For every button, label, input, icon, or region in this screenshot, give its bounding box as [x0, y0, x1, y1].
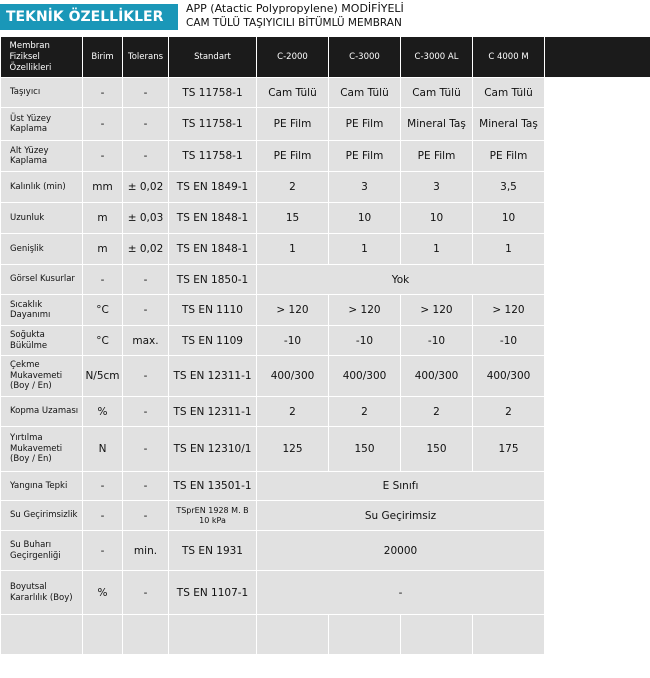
standard-cell: TSprEN 1928 M. B 10 kPa: [169, 501, 257, 531]
tolerance-cell: -: [123, 265, 169, 295]
value-cell: 1: [401, 234, 473, 265]
tolerance-cell: -: [123, 472, 169, 501]
property-cell: Yırtılma Mukavemeti (Boy / En): [1, 427, 83, 472]
property-cell: Su Buharı Geçirgenliği: [1, 531, 83, 571]
property-cell: Taşıyıcı: [1, 78, 83, 108]
value-cell: 3: [329, 172, 401, 203]
value-cell: Cam Tülü: [329, 78, 401, 108]
value-cell: Mineral Taş: [401, 108, 473, 141]
value-cell: 175: [473, 427, 545, 472]
unit-cell: -: [83, 141, 123, 172]
empty-cell: [545, 141, 650, 172]
property-cell: Görsel Kusurlar: [1, 265, 83, 295]
header-c4000-m: C 4000 M: [473, 37, 545, 78]
empty-cell: [1, 615, 83, 655]
value-cell: 400/300: [401, 356, 473, 397]
property-cell: Uzunluk: [1, 203, 83, 234]
value-cell: 10: [329, 203, 401, 234]
value-cell: > 120: [329, 295, 401, 326]
empty-cell: [545, 234, 650, 265]
property-cell: Üst Yüzey Kaplama: [1, 108, 83, 141]
unit-cell: -: [83, 78, 123, 108]
value-cell: 10: [473, 203, 545, 234]
value-cell: -10: [473, 326, 545, 356]
tolerance-cell: min.: [123, 531, 169, 571]
value-cell: PE Film: [473, 141, 545, 172]
table-row: [1, 501, 650, 531]
table-row: [1, 295, 650, 326]
header-c2000: C-2000: [257, 37, 329, 78]
value-cell: 400/300: [473, 356, 545, 397]
property-cell: Su Geçirimsizlik: [1, 501, 83, 531]
empty-cell: [83, 615, 123, 655]
value-cell: PE Film: [401, 141, 473, 172]
property-cell: Yangına Tepki: [1, 472, 83, 501]
value-cell: PE Film: [329, 141, 401, 172]
unit-cell: m: [83, 203, 123, 234]
merged-value-cell: -: [257, 571, 545, 615]
value-cell: 2: [329, 397, 401, 427]
empty-cell: [257, 615, 329, 655]
empty-cell: [401, 615, 473, 655]
standard-cell: TS EN 12310/1: [169, 427, 257, 472]
unit-cell: -: [83, 265, 123, 295]
value-cell: Mineral Taş: [473, 108, 545, 141]
standard-cell: TS EN 12311-1: [169, 397, 257, 427]
unit-cell: m: [83, 234, 123, 265]
empty-cell: [123, 615, 169, 655]
unit-cell: -: [83, 501, 123, 531]
table-row: [1, 531, 650, 571]
standard-cell: TS EN 1110: [169, 295, 257, 326]
empty-cell: [545, 78, 650, 108]
standard-cell: TS 11758-1: [169, 108, 257, 141]
property-cell: Boyutsal Kararlılık (Boy): [1, 571, 83, 615]
value-cell: 150: [401, 427, 473, 472]
table-row: [1, 203, 650, 234]
empty-cell: [473, 615, 545, 655]
value-cell: 400/300: [257, 356, 329, 397]
tolerance-cell: -: [123, 397, 169, 427]
table-row: [1, 397, 650, 427]
value-cell: 1: [473, 234, 545, 265]
tolerance-cell: ± 0,03: [123, 203, 169, 234]
value-cell: 2: [257, 397, 329, 427]
merged-value-cell: Su Geçirimsiz: [257, 501, 545, 531]
table-row: [1, 356, 650, 397]
property-cell: Çekme Mukavemeti (Boy / En): [1, 356, 83, 397]
value-cell: 400/300: [329, 356, 401, 397]
value-cell: -10: [257, 326, 329, 356]
empty-cell: [545, 571, 650, 615]
value-cell: -10: [329, 326, 401, 356]
standard-cell: TS EN 1848-1: [169, 203, 257, 234]
property-cell: Alt Yüzey Kaplama: [1, 141, 83, 172]
page-header: [0, 0, 650, 34]
header-c3000-al: C-3000 AL: [401, 37, 473, 78]
page-title: TEKNİK ÖZELLİKLER: [0, 4, 178, 30]
standard-cell: TS EN 1109: [169, 326, 257, 356]
tolerance-cell: ± 0,02: [123, 172, 169, 203]
value-cell: 3,5: [473, 172, 545, 203]
value-cell: PE Film: [257, 108, 329, 141]
value-cell: 3: [401, 172, 473, 203]
tolerance-cell: -: [123, 501, 169, 531]
value-cell: Cam Tülü: [401, 78, 473, 108]
table-row: [1, 571, 650, 615]
table-row: [1, 108, 650, 141]
empty-cell: [545, 326, 650, 356]
property-cell: Kopma Uzaması: [1, 397, 83, 427]
tolerance-cell: -: [123, 427, 169, 472]
empty-cell: [545, 356, 650, 397]
unit-cell: -: [83, 108, 123, 141]
standard-cell: TS EN 12311-1: [169, 356, 257, 397]
merged-value-cell: 20000: [257, 531, 545, 571]
table-row: [1, 472, 650, 501]
value-cell: PE Film: [257, 141, 329, 172]
tolerance-cell: -: [123, 295, 169, 326]
table-row: [1, 326, 650, 356]
table-header-row: [1, 37, 650, 78]
value-cell: 150: [329, 427, 401, 472]
unit-cell: N: [83, 427, 123, 472]
value-cell: Cam Tülü: [257, 78, 329, 108]
header-standard: Standart: [169, 37, 257, 78]
value-cell: 15: [257, 203, 329, 234]
empty-cell: [545, 265, 650, 295]
empty-cell: [169, 615, 257, 655]
tolerance-cell: -: [123, 571, 169, 615]
unit-cell: N/5cm: [83, 356, 123, 397]
unit-cell: °C: [83, 295, 123, 326]
value-cell: 125: [257, 427, 329, 472]
header-blank: [545, 37, 650, 78]
table-row: [1, 265, 650, 295]
table-row: [1, 78, 650, 108]
empty-cell: [545, 397, 650, 427]
empty-cell: [329, 615, 401, 655]
value-cell: -10: [401, 326, 473, 356]
page-subtitle: [186, 2, 404, 30]
value-cell: 1: [257, 234, 329, 265]
empty-cell: [545, 172, 650, 203]
empty-cell: [545, 615, 650, 655]
unit-cell: mm: [83, 172, 123, 203]
standard-cell: TS EN 13501-1: [169, 472, 257, 501]
tolerance-cell: -: [123, 78, 169, 108]
header-unit: Birim: [83, 37, 123, 78]
value-cell: 2: [473, 397, 545, 427]
value-cell: > 120: [473, 295, 545, 326]
value-cell: 2: [257, 172, 329, 203]
tolerance-cell: max.: [123, 326, 169, 356]
unit-cell: -: [83, 472, 123, 501]
standard-cell: TS EN 1931: [169, 531, 257, 571]
standard-cell: TS EN 1848-1: [169, 234, 257, 265]
value-cell: 10: [401, 203, 473, 234]
table-row: [1, 427, 650, 472]
subtitle-line-1: APP (Atactic Polypropylene) MODİFİYELİ: [186, 2, 404, 15]
unit-cell: %: [83, 397, 123, 427]
table-row: [1, 172, 650, 203]
empty-cell: [545, 108, 650, 141]
merged-value-cell: E Sınıfı: [257, 472, 545, 501]
property-cell: Kalınlık (min): [1, 172, 83, 203]
standard-cell: TS EN 1107-1: [169, 571, 257, 615]
standard-cell: TS 11758-1: [169, 141, 257, 172]
standard-cell: TS EN 1850-1: [169, 265, 257, 295]
property-cell: Sıcaklık Dayanımı: [1, 295, 83, 326]
table-row: [1, 234, 650, 265]
tolerance-cell: -: [123, 108, 169, 141]
table-row: [1, 141, 650, 172]
value-cell: Cam Tülü: [473, 78, 545, 108]
table-row-empty: [1, 615, 650, 655]
value-cell: 1: [329, 234, 401, 265]
property-cell: Soğukta Bükülme: [1, 326, 83, 356]
empty-cell: [545, 531, 650, 571]
value-cell: PE Film: [329, 108, 401, 141]
header-tolerance: Tolerans: [123, 37, 169, 78]
spec-table: [0, 37, 650, 655]
header-property: Membran Fiziksel Özellikleri: [1, 37, 83, 78]
empty-cell: [545, 501, 650, 531]
unit-cell: -: [83, 531, 123, 571]
empty-cell: [545, 295, 650, 326]
tolerance-cell: -: [123, 141, 169, 172]
header-c3000: C-3000: [329, 37, 401, 78]
merged-value-cell: Yok: [257, 265, 545, 295]
subtitle-line-2: CAM TÜLÜ TAŞIYICILI BİTÜMLÜ MEMBRAN: [186, 17, 402, 29]
unit-cell: °C: [83, 326, 123, 356]
property-cell: Genişlik: [1, 234, 83, 265]
tolerance-cell: ± 0,02: [123, 234, 169, 265]
empty-cell: [545, 203, 650, 234]
standard-cell: TS EN 1849-1: [169, 172, 257, 203]
value-cell: 2: [401, 397, 473, 427]
unit-cell: %: [83, 571, 123, 615]
empty-cell: [545, 427, 650, 472]
value-cell: > 120: [401, 295, 473, 326]
tolerance-cell: -: [123, 356, 169, 397]
standard-cell: TS 11758-1: [169, 78, 257, 108]
value-cell: > 120: [257, 295, 329, 326]
empty-cell: [545, 472, 650, 501]
